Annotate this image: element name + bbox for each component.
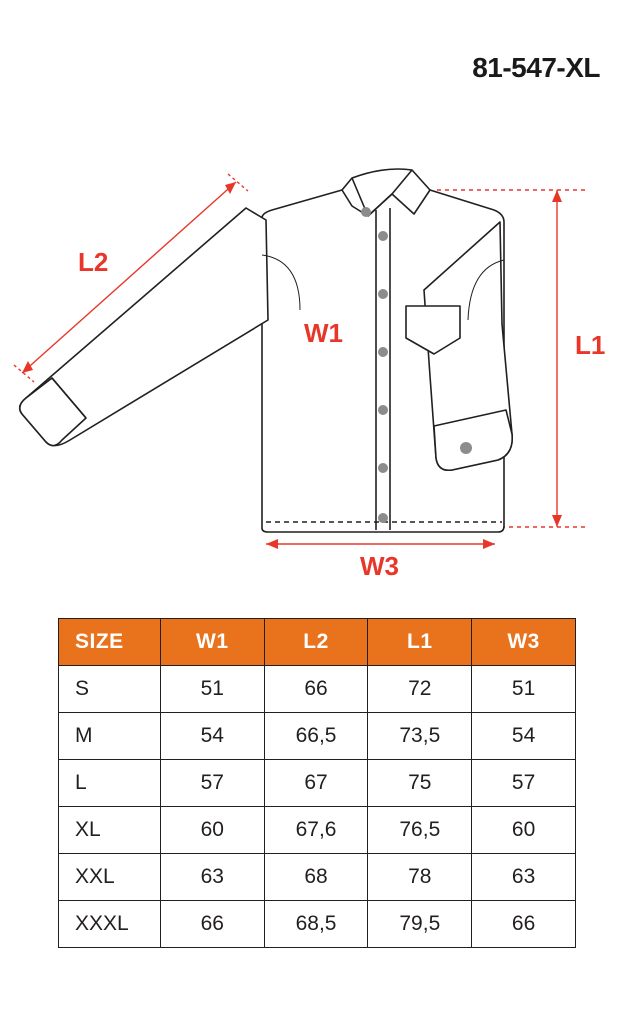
cell-w3: 57	[472, 760, 576, 807]
table-row	[59, 807, 576, 854]
column-header-w3: W3	[472, 619, 576, 666]
cell-l1: 76,5	[368, 807, 472, 854]
cell-l1: 75	[368, 760, 472, 807]
cell-l1: 72	[368, 666, 472, 713]
cell-l2: 66	[264, 666, 368, 713]
cell-l1: 78	[368, 854, 472, 901]
cell-l2: 66,5	[264, 713, 368, 760]
cell-w1: 60	[160, 807, 264, 854]
column-header-l1: L1	[368, 619, 472, 666]
cell-w3: 66	[472, 901, 576, 948]
cell-l2: 68,5	[264, 901, 368, 948]
cell-size: S	[59, 666, 161, 713]
cell-size: XL	[59, 807, 161, 854]
dimension-label-w1: W1	[304, 318, 343, 348]
table-row	[59, 854, 576, 901]
table-row	[59, 901, 576, 948]
cell-w1: 57	[160, 760, 264, 807]
cell-size: XXXL	[59, 901, 161, 948]
size-table	[58, 618, 576, 948]
cell-size: M	[59, 713, 161, 760]
table-row	[59, 666, 576, 713]
cell-size: XXL	[59, 854, 161, 901]
cell-w1: 54	[160, 713, 264, 760]
dimension-label-l1: L1	[575, 330, 606, 360]
cell-w3: 54	[472, 713, 576, 760]
column-header-w1: W1	[160, 619, 264, 666]
column-header-size: SIZE	[59, 619, 161, 666]
cell-l2: 67	[264, 760, 368, 807]
table-row	[59, 713, 576, 760]
cell-w3: 63	[472, 854, 576, 901]
garment-technical-drawing	[0, 110, 632, 600]
cell-l2: 67,6	[264, 807, 368, 854]
dimension-label-l2: L2	[78, 247, 109, 277]
column-header-l2: L2	[264, 619, 368, 666]
table-row	[59, 760, 576, 807]
cell-w1: 63	[160, 854, 264, 901]
product-code: 81-547-XL	[472, 52, 600, 83]
dimension-label-w3: W3	[360, 551, 399, 581]
table-header-row	[59, 619, 576, 666]
cell-w1: 51	[160, 666, 264, 713]
cell-l2: 68	[264, 854, 368, 901]
cell-size: L	[59, 760, 161, 807]
cell-w3: 51	[472, 666, 576, 713]
cell-w3: 60	[472, 807, 576, 854]
cell-w1: 66	[160, 901, 264, 948]
cell-l1: 73,5	[368, 713, 472, 760]
cell-l1: 79,5	[368, 901, 472, 948]
